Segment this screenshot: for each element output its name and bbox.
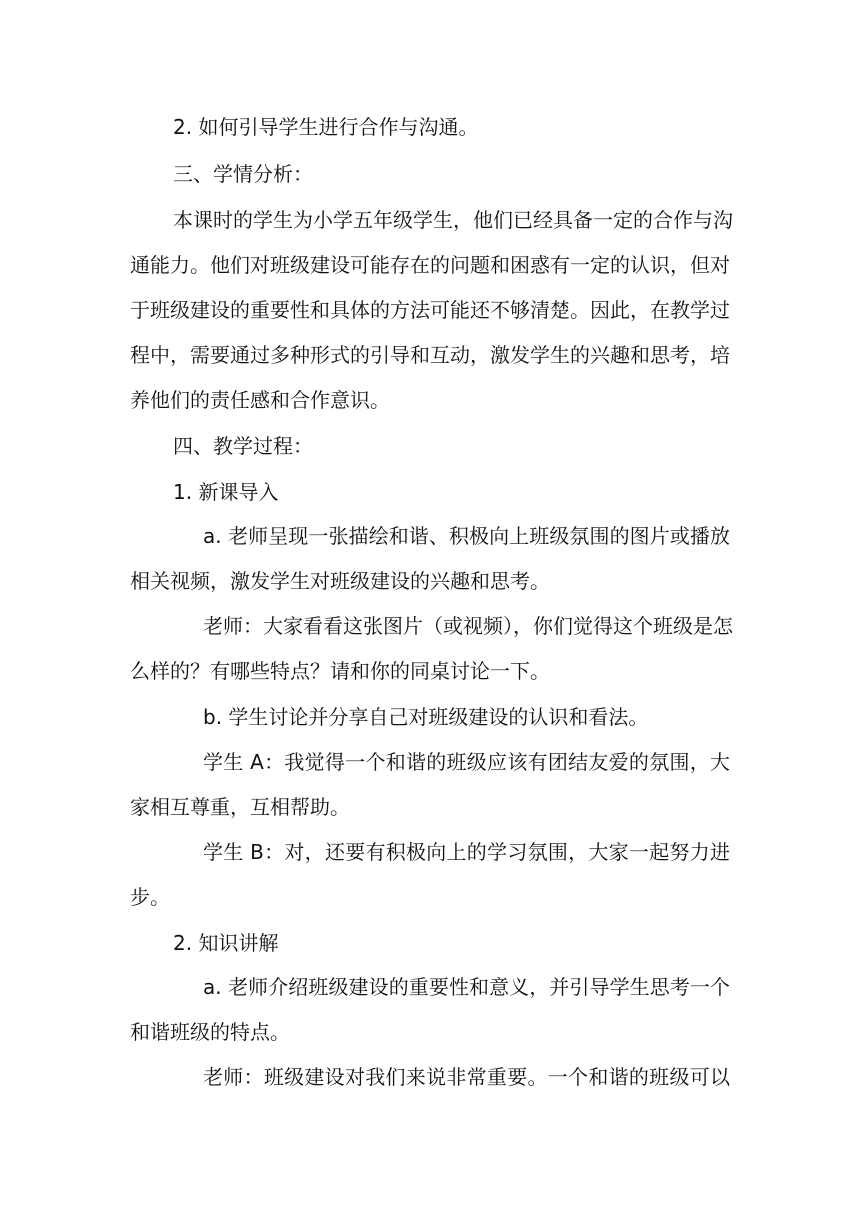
subheading-1: 1. 新课导入 <box>173 480 279 504</box>
paragraph-line: 本课时的学生为小学五年级学生，他们已经具备一定的合作与沟 <box>173 208 733 232</box>
paragraph-line: a. 老师介绍班级建设的重要性和意义，并引导学生思考一个 <box>203 975 730 999</box>
dialogue-line: 老师：大家看看这张图片（或视频），你们觉得这个班级是怎 <box>203 614 733 638</box>
dialogue-line: 么样的？有哪些特点？请和你的同桌讨论一下。 <box>130 659 550 683</box>
paragraph-line: 相关视频，激发学生对班级建设的兴趣和思考。 <box>130 569 550 593</box>
paragraph-line: b. 学生讨论并分享自己对班级建设的认识和看法。 <box>203 705 649 729</box>
dialogue-line: 学生 A：我觉得一个和谐的班级应该有团结友爱的氛围，大 <box>203 750 730 774</box>
paragraph-line: 程中，需要通过多种形式的引导和互动，激发学生的兴趣和思考，培 <box>130 343 730 367</box>
paragraph-line: 养他们的责任感和合作意识。 <box>130 388 390 412</box>
paragraph-line: 于班级建设的重要性和具体的方法可能还不够清楚。因此，在教学过 <box>130 298 730 322</box>
paragraph-line: 通能力。他们对班级建设可能存在的问题和困惑有一定的认识，但对 <box>130 253 730 277</box>
subheading-2: 2. 知识讲解 <box>173 931 279 955</box>
paragraph-line: a. 老师呈现一张描绘和谐、积极向上班级氛围的图片或播放 <box>203 524 730 548</box>
dialogue-line: 学生 B：对，还要有积极向上的学习氛围，大家一起努力进 <box>203 840 730 864</box>
section-heading-3: 三、学情分析： <box>173 162 313 186</box>
section-heading-4: 四、教学过程： <box>173 434 313 458</box>
dialogue-line: 家相互尊重，互相帮助。 <box>130 795 350 819</box>
paragraph-line: 和谐班级的特点。 <box>130 1020 290 1044</box>
dialogue-line: 步。 <box>130 885 170 909</box>
list-item-2: 2. 如何引导学生进行合作与沟通。 <box>173 115 479 139</box>
dialogue-line: 老师：班级建设对我们来说非常重要。一个和谐的班级可以 <box>203 1065 730 1089</box>
